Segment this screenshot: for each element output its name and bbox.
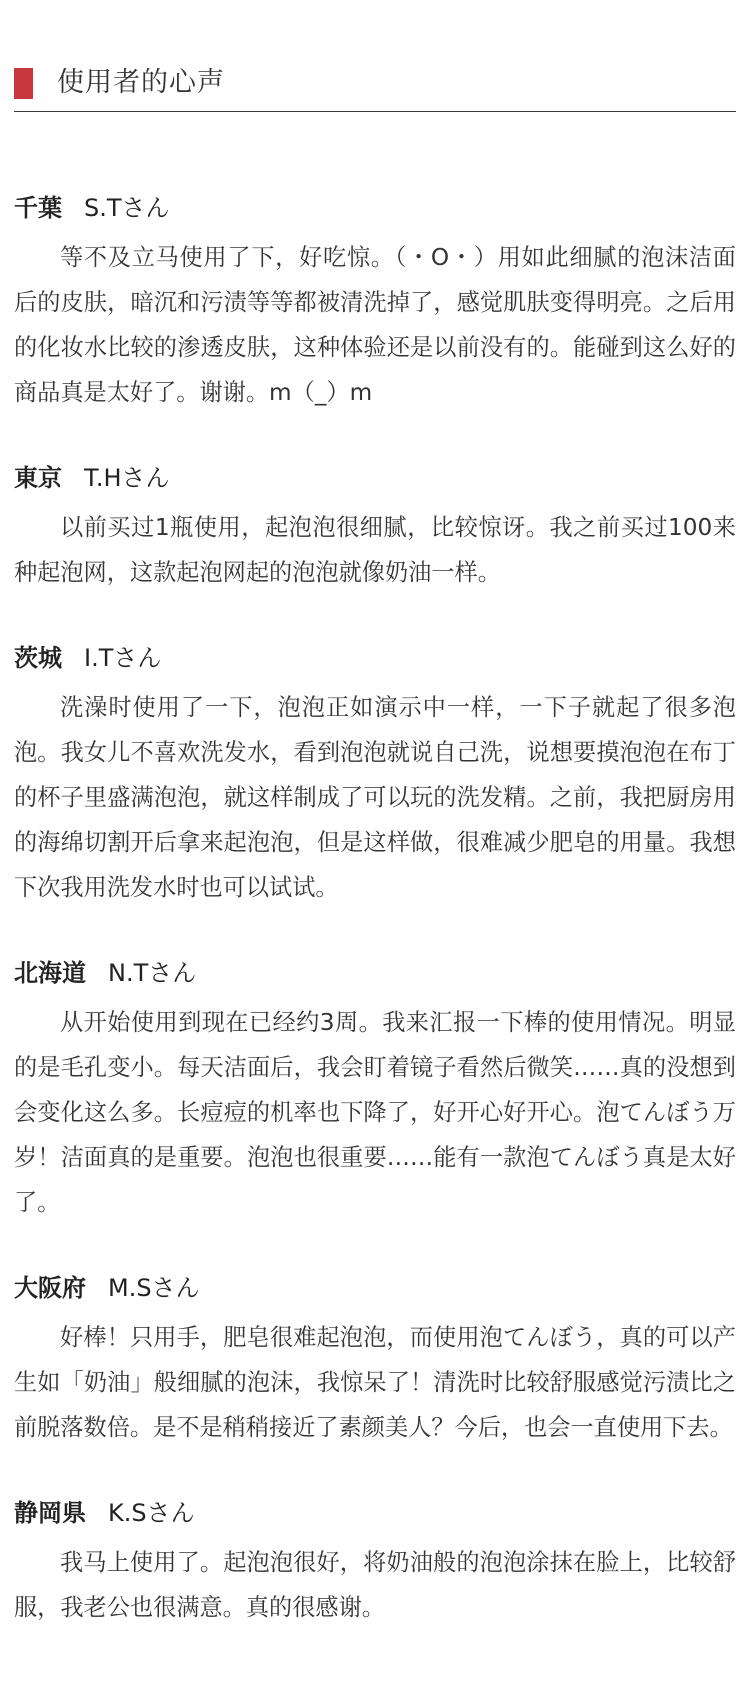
- author-name: M.Sさん: [108, 1274, 200, 1302]
- testimonial-author: [14, 640, 736, 676]
- testimonial-text: 好棒！只用手，肥皂很难起泡泡，而使用泡てんぼう，真的可以产生如「奶油」般细腻的泡沫，我惊呆了！清洗时比较舒服感觉污渍比之前脱落数倍。是不是稍稍接近了素颜美人？今后，也会一直使用下去。: [14, 1324, 736, 1441]
- section-title: 使用者的心声: [57, 67, 225, 98]
- testimonial-text: 以前买过1瓶使用，起泡泡很细腻，比较惊讶。我之前买过100来种起泡网，这款起泡网起的泡泡就像奶油一样。: [14, 514, 736, 586]
- author-place: 北海道: [14, 959, 86, 987]
- author-place: 茨城: [14, 644, 62, 672]
- testimonial-author: [14, 955, 736, 991]
- testimonial-author: [14, 1270, 736, 1306]
- testimonial-author: [14, 190, 736, 226]
- testimonial-text: 我马上使用了。起泡泡很好，将奶油般的泡泡涂抹在脸上，比较舒服，我老公也很满意。真的很感谢。: [14, 1549, 736, 1621]
- author-name: N.Tさん: [108, 959, 197, 987]
- testimonial-item: [14, 1495, 736, 1630]
- author-name: K.Sさん: [108, 1499, 195, 1527]
- testimonial-author: [14, 1495, 736, 1531]
- author-place: 東京: [14, 464, 62, 492]
- testimonial-text: 等不及立马使用了下，好吃惊。（・O・）用如此细腻的泡沫洁面后的皮肤，暗沉和污渍等等都被清洗掉了，感觉肌肤变得明亮。之后用的化妆水比较的渗透皮肤，这种体验还是以前没有的。能碰到这么好的商品真是太好了。谢谢。m（_）m: [14, 244, 736, 406]
- testimonial-text: 从开始使用到现在已经约3周。我来汇报一下棒的使用情况。明显的是毛孔变小。每天洁面后，我会盯着镜子看然后微笑……真的没想到会变化这么多。长痘痘的机率也下降了，好开心好开心。泡てんぼう万岁！洁面真的是重要。泡泡也很重要……能有一款泡てんぼう真是太好了。: [14, 1009, 736, 1216]
- testimonial-item: [14, 955, 736, 1225]
- author-name: T.Hさん: [84, 464, 170, 492]
- testimonial-item: [14, 460, 736, 595]
- testimonial-item: [14, 1270, 736, 1450]
- author-name: S.Tさん: [84, 194, 170, 222]
- testimonial-item: [14, 640, 736, 910]
- author-place: 大阪府: [14, 1274, 86, 1302]
- section-header: [14, 55, 736, 112]
- accent-bar: [14, 68, 33, 99]
- testimonial-author: [14, 460, 736, 496]
- author-place: 千葉: [14, 194, 62, 222]
- author-name: I.Tさん: [84, 644, 162, 672]
- author-place: 静岡県: [14, 1499, 86, 1527]
- testimonial-item: [14, 190, 736, 415]
- testimonial-text: 洗澡时使用了一下，泡泡正如演示中一样，一下子就起了很多泡泡。我女儿不喜欢洗发水，看到泡泡就说自己洗，说想要摸泡泡在布丁的杯子里盛满泡泡，就这样制成了可以玩的洗发精。之前，我把厨房用的海绵切割开后拿来起泡泡，但是这样做，很难减少肥皂的用量。我想下次我用洗发水时也可以试试。: [14, 694, 736, 901]
- testimonial-list: [14, 190, 736, 1675]
